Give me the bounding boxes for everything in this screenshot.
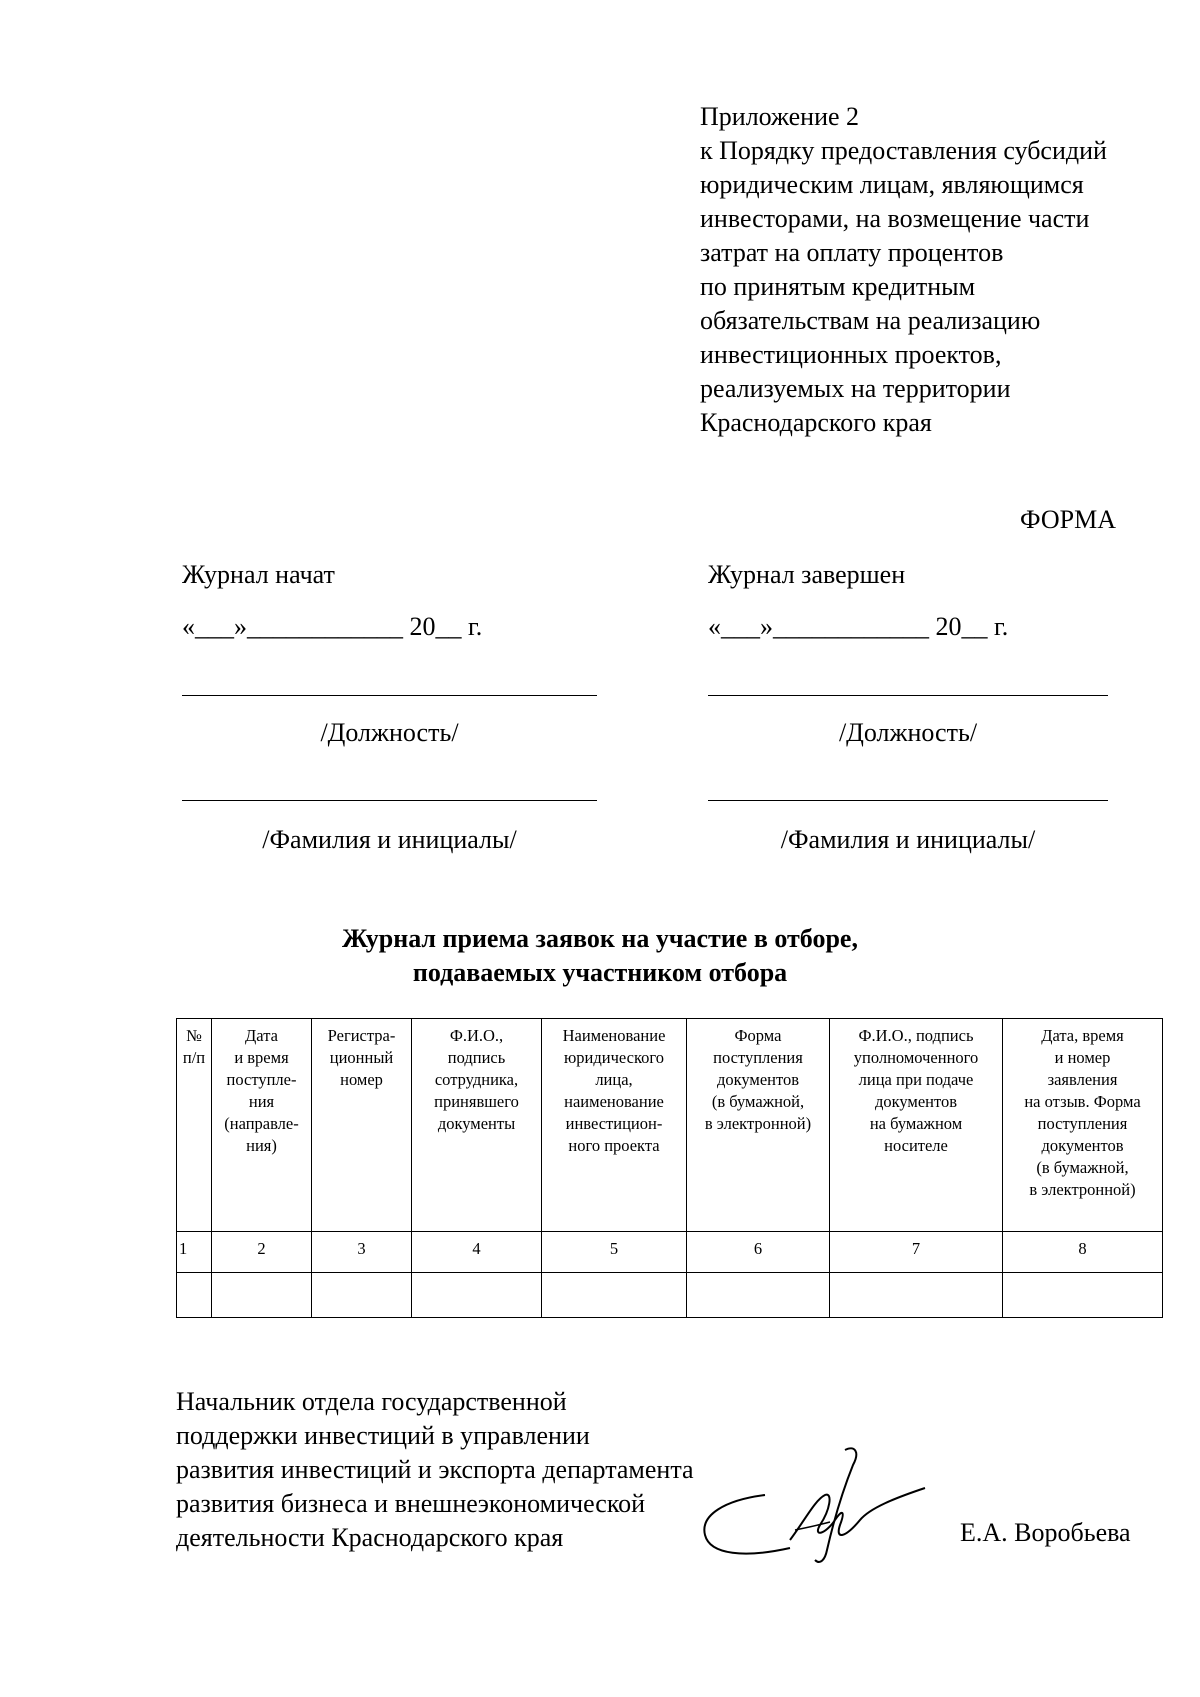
header-cell: Ф.И.О., подпись сотрудника, принявшего документы [412,1019,542,1232]
form-label: ФОРМА [1020,505,1116,534]
empty-cell [1003,1273,1163,1318]
journal-finished-date: «___»____________ 20__ г. [708,612,1009,641]
number-cell: 4 [412,1232,542,1273]
footer-line: Начальник отдела государственной [176,1387,567,1416]
appendix-line: реализуемых на территории [700,374,1011,403]
empty-cell [542,1273,687,1318]
appendix-line: затрат на оплату процентов [700,238,1004,267]
appendix-line: Краснодарского края [700,408,932,437]
empty-cell [212,1273,312,1318]
name-signature-line [708,800,1108,801]
table-number-row [177,1232,1163,1273]
appendix-line: к Порядку предоставления субсидий [700,136,1107,165]
title-line-2: подаваемых участником отбора [412,958,788,987]
empty-cell [312,1273,412,1318]
document-title [0,922,1200,990]
number-cell: 7 [830,1232,1003,1273]
appendix-block [700,100,1170,440]
number-cell: 3 [312,1232,412,1273]
position-signature-line [708,695,1108,696]
name-signature-line [182,800,597,801]
header-cell: № п/п [177,1019,212,1232]
header-cell: Дата и время поступле- ния (направле- ния) [212,1019,312,1232]
table-empty-row [177,1273,1163,1318]
footer-line: деятельности Краснодарского края [176,1523,564,1552]
number-cell: 5 [542,1232,687,1273]
table-header-row [177,1019,1163,1232]
appendix-line: юридическим лицам, являющимся [700,170,1084,199]
number-cell: 1 [177,1232,212,1273]
footer-position-block [176,1385,694,1555]
empty-cell [830,1273,1003,1318]
appendix-line: по принятым кредитным [700,272,976,301]
signer-name: Е.А. Воробьева [960,1518,1131,1547]
number-cell: 8 [1003,1232,1163,1273]
empty-cell [177,1273,212,1318]
footer-line: поддержки инвестиций в управлении [176,1421,590,1450]
journal-started-label: Журнал начат [182,560,335,589]
handwritten-signature [695,1440,935,1570]
header-cell: Форма поступления документов (в бумажной, в электронной) [687,1019,830,1232]
journal-started-name-caption: /Фамилия и инициалы/ [262,825,517,854]
header-cell: Дата, время и номер заявления на отзыв. Форма поступления документов (в бумажной, в электронной) [1003,1019,1163,1232]
appendix-line: обязательствам на реализацию [700,306,1041,335]
appendix-line: инвесторами, на возмещение части [700,204,1090,233]
empty-cell [687,1273,830,1318]
header-cell: Наименование юридического лица, наименование инвестицион- ного проекта [542,1019,687,1232]
header-cell: Регистра- ционный номер [312,1019,412,1232]
journal-started-position-caption: /Должность/ [320,718,459,747]
footer-line: развития бизнеса и внешнеэкономической [176,1489,646,1518]
journal-finished-name-caption: /Фамилия и инициалы/ [780,825,1036,854]
journal-finished-position-caption: /Должность/ [838,718,978,747]
appendix-line: Приложение 2 [700,102,860,131]
footer-line: развития инвестиций и экспорта департамента [176,1455,694,1484]
number-cell: 2 [212,1232,312,1273]
position-signature-line [182,695,597,696]
journal-table [176,1018,1163,1318]
title-line-1: Журнал приема заявок на участие в отборе, [342,924,858,953]
header-cell: Ф.И.О., подпись уполномоченного лица при подаче документов на бумажном носителе [830,1019,1003,1232]
journal-started-date: «___»____________ 20__ г. [182,612,483,641]
journal-finished-label: Журнал завершен [708,560,906,589]
number-cell: 6 [687,1232,830,1273]
empty-cell [412,1273,542,1318]
appendix-line: инвестиционных проектов, [700,340,1002,369]
